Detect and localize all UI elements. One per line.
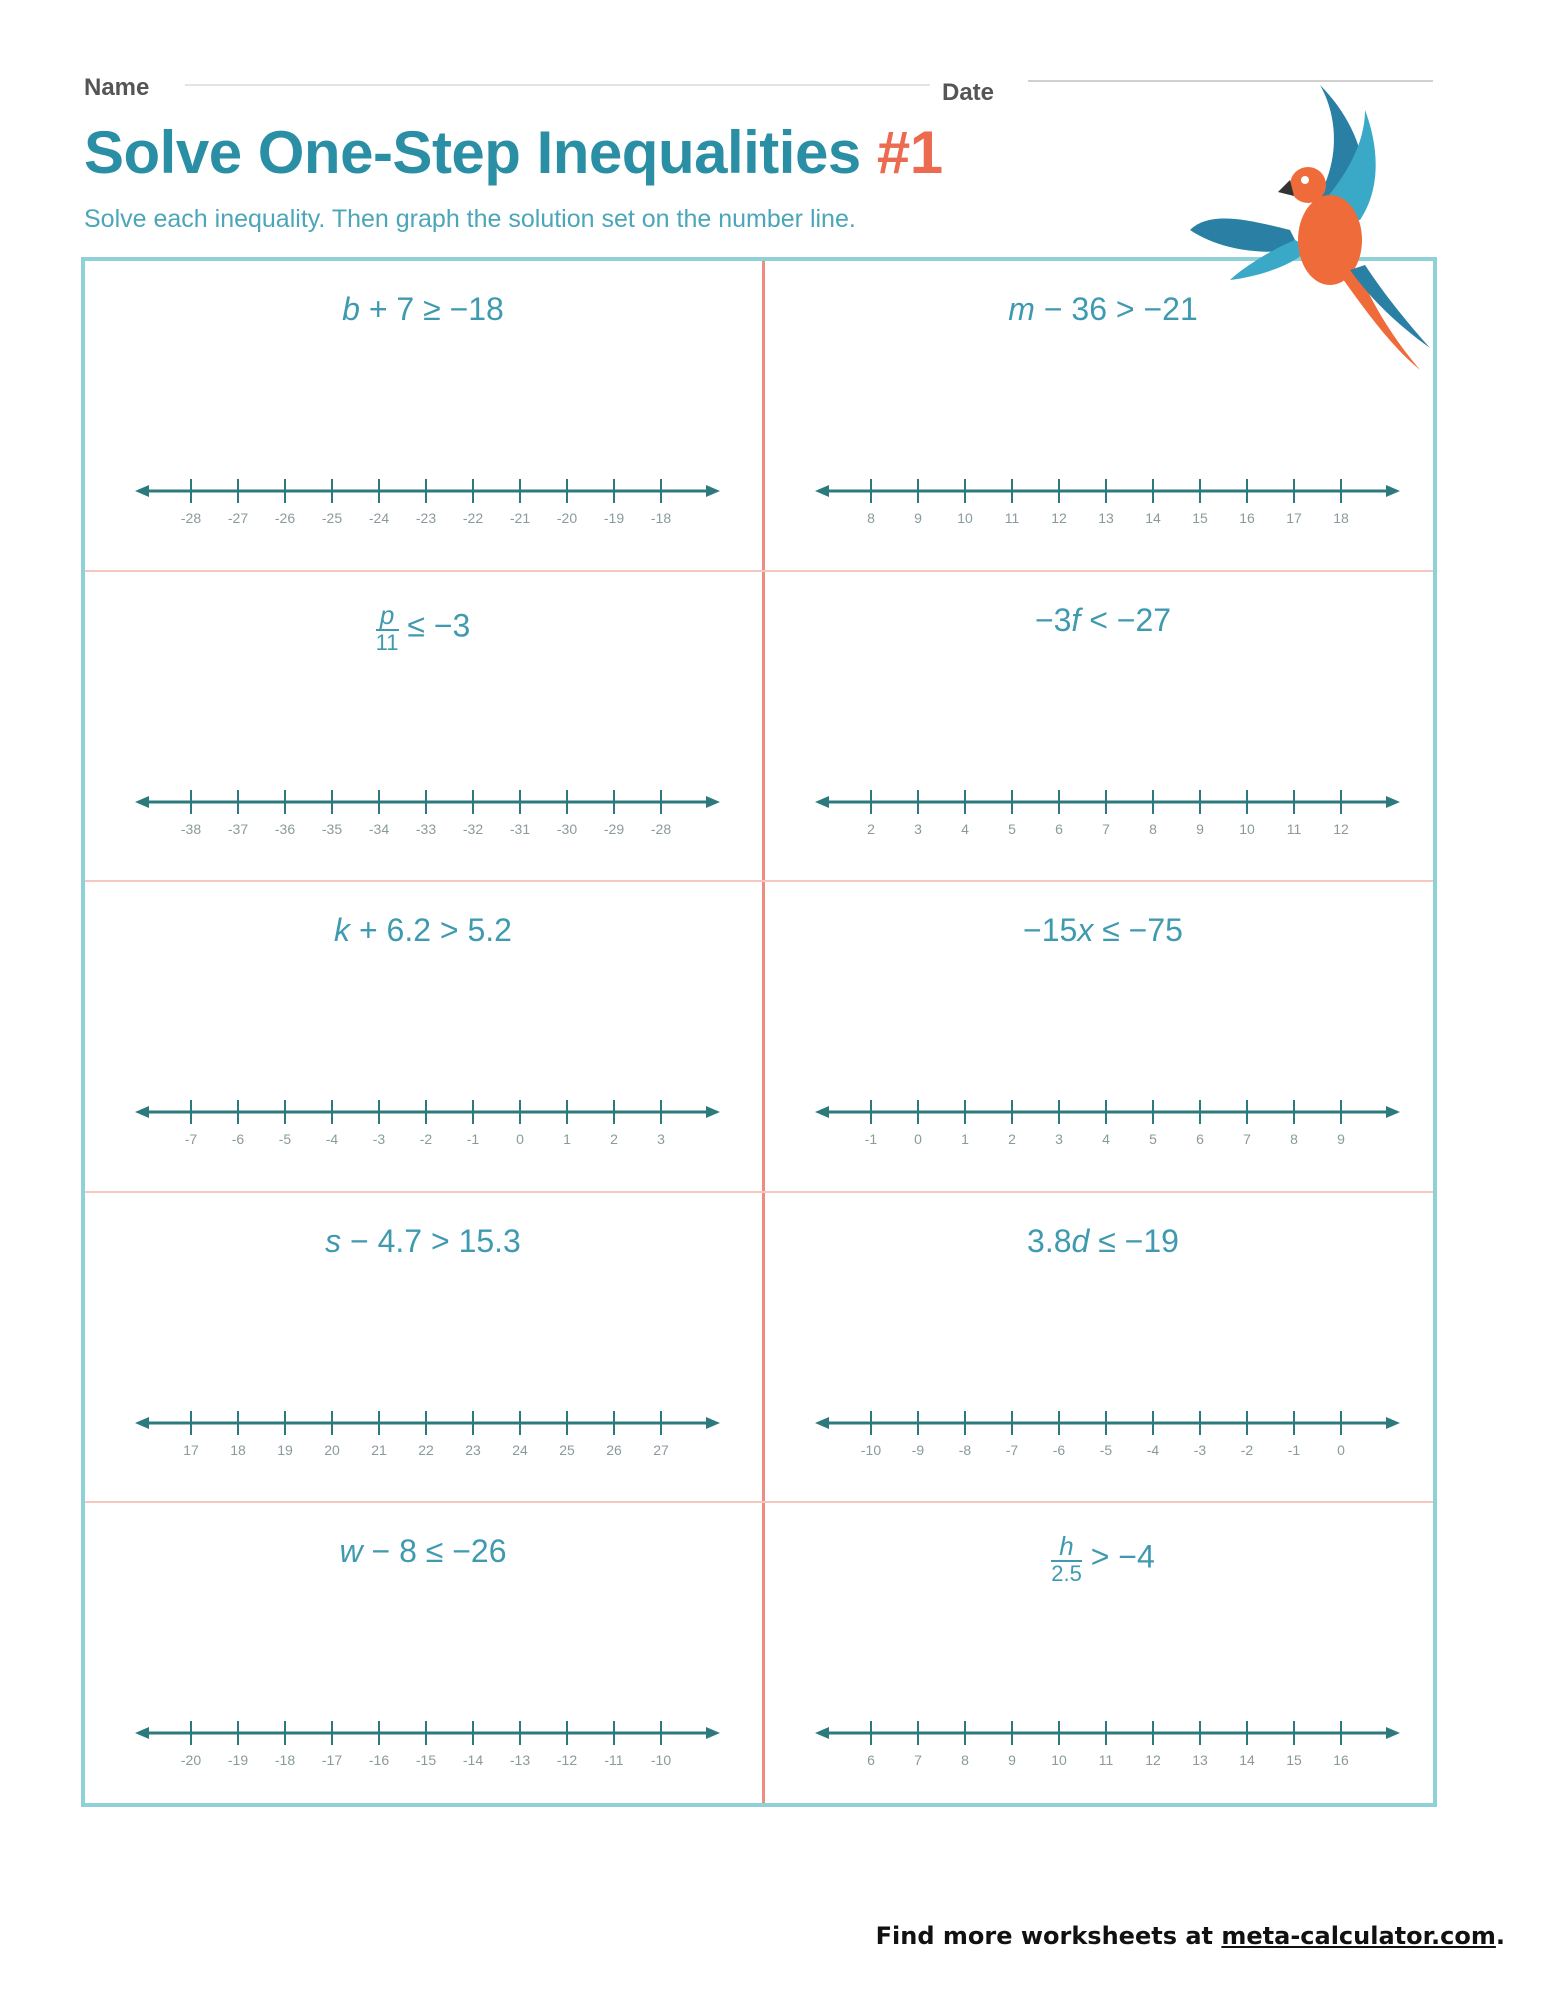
tick-label: 17 (1286, 510, 1302, 526)
tick-label: 13 (1098, 510, 1114, 526)
tick-label: -20 (180, 1752, 202, 1768)
tick-label: 11 (1098, 1752, 1114, 1768)
tick-label: 6 (1196, 1131, 1204, 1147)
number-line[interactable] (765, 471, 1441, 531)
right-arrow-icon (1386, 796, 1400, 808)
coefficient: −15 (1023, 912, 1078, 948)
problem-9 (85, 1503, 761, 1813)
tick-label: -4 (1146, 1441, 1160, 1458)
tick-label: -18 (274, 1752, 296, 1768)
tick-label: 17 (183, 1441, 199, 1458)
tick-label: 5 (1008, 820, 1016, 837)
tick-label: 12 (1145, 1752, 1161, 1768)
tick-label: -32 (462, 820, 484, 837)
tick-label: 9 (1008, 1752, 1016, 1768)
fraction (375, 599, 399, 655)
variable: k (334, 912, 351, 948)
tick-label: -34 (368, 820, 390, 837)
tick-label: 6 (867, 1752, 875, 1768)
left-arrow-icon (815, 1727, 829, 1739)
variable: m (1008, 291, 1035, 327)
number-line[interactable] (85, 471, 761, 531)
tick-label: 10 (957, 510, 973, 526)
number-line[interactable] (85, 782, 761, 842)
number-line[interactable] (765, 1092, 1441, 1152)
tick-label: -24 (368, 510, 390, 526)
tick-label: -5 (278, 1131, 292, 1147)
variable: f (1071, 601, 1081, 638)
variable: b (342, 291, 360, 327)
inequality-rest: − 36 > −21 (1034, 291, 1198, 327)
inequality (85, 291, 761, 328)
tick-label: -6 (1052, 1441, 1066, 1458)
tick-label: -20 (556, 510, 578, 526)
tick-label: 24 (512, 1441, 528, 1458)
problem-7 (85, 1193, 761, 1503)
tick-label: -28 (650, 820, 672, 837)
tick-label: -1 (1287, 1441, 1301, 1458)
tick-label: -2 (1240, 1441, 1254, 1458)
tick-label: -38 (180, 820, 202, 837)
tick-label: -10 (650, 1752, 672, 1768)
footer-text: Find more worksheets at (875, 1922, 1222, 1950)
tick-label: -23 (415, 510, 437, 526)
inequality (765, 1223, 1441, 1260)
tick-label: -35 (321, 820, 343, 837)
tick-label: -21 (509, 510, 531, 526)
tick-label: 1 (563, 1131, 571, 1147)
right-arrow-icon (706, 1106, 720, 1118)
left-arrow-icon (135, 1727, 149, 1739)
inequality (85, 1533, 761, 1570)
tick-label: -31 (509, 820, 531, 837)
left-arrow-icon (135, 1417, 149, 1429)
tick-label: 5 (1149, 1131, 1157, 1147)
inequality (85, 912, 761, 949)
tick-label: -29 (603, 820, 625, 837)
tick-label: -7 (1005, 1441, 1019, 1458)
tick-label: 22 (418, 1441, 434, 1458)
tick-label: 8 (961, 1752, 969, 1768)
name-line[interactable] (185, 84, 930, 86)
tick-label: -37 (227, 820, 249, 837)
tick-label: -11 (604, 1752, 624, 1768)
left-arrow-icon (815, 1417, 829, 1429)
tick-label: -15 (415, 1752, 437, 1768)
inequality (765, 602, 1441, 639)
tick-label: 16 (1333, 1752, 1349, 1768)
numerator: p (376, 602, 399, 631)
tick-label: 20 (324, 1441, 340, 1458)
left-arrow-icon (815, 485, 829, 497)
problem-5 (85, 882, 761, 1192)
left-arrow-icon (815, 1106, 829, 1118)
title-number: #1 (876, 119, 943, 186)
number-line[interactable] (85, 1403, 761, 1463)
variable: s (325, 1222, 342, 1259)
tick-label: -19 (227, 1752, 249, 1768)
denominator: 2.5 (1051, 1561, 1082, 1587)
tick-label: 2 (1008, 1131, 1016, 1147)
tick-label: -17 (321, 1752, 343, 1768)
tick-label: -19 (603, 510, 625, 526)
inequality-rest: + 7 ≥ −18 (359, 291, 504, 327)
problem-6 (765, 882, 1441, 1192)
inequality-rest: − 8 ≤ −26 (362, 1533, 507, 1569)
inequality-rest: ≤ −3 (398, 607, 471, 644)
tick-label: -18 (650, 510, 672, 526)
tick-label: 7 (1102, 820, 1110, 837)
tick-label: -16 (368, 1752, 390, 1768)
tick-label: 18 (1333, 510, 1349, 526)
tick-label: 23 (465, 1441, 481, 1458)
footer-period: . (1495, 1922, 1505, 1950)
title-text: Solve One-Step Inequalities (84, 119, 861, 186)
inequality-rest: > −4 (1081, 1538, 1155, 1575)
tick-label: 15 (1286, 1752, 1302, 1768)
left-arrow-icon (815, 796, 829, 808)
tick-label: -26 (274, 510, 296, 526)
tick-label: -25 (321, 510, 343, 526)
tick-label: 27 (653, 1441, 669, 1458)
tick-label: -22 (462, 510, 484, 526)
name-label: Name (84, 74, 150, 101)
tick-label: 6 (1055, 820, 1063, 837)
number-line[interactable] (765, 1713, 1441, 1773)
tick-label: 13 (1192, 1752, 1208, 1768)
right-arrow-icon (706, 796, 720, 808)
tick-label: 14 (1145, 510, 1161, 526)
tick-label: -5 (1099, 1441, 1113, 1458)
tick-label: -30 (556, 820, 578, 837)
tick-label: 4 (1102, 1131, 1110, 1147)
tick-label: -3 (1193, 1441, 1207, 1458)
denominator: 11 (375, 629, 399, 655)
instructions: Solve each inequality. Then graph the solution set on the number line. (84, 205, 856, 233)
tick-label: 2 (867, 820, 875, 837)
tick-label: -33 (415, 820, 437, 837)
coefficient: −3 (1034, 601, 1072, 638)
problem-grid (81, 257, 1437, 1807)
numerator: h (1051, 1533, 1082, 1562)
tick-label: 3 (657, 1131, 665, 1147)
variable: w (339, 1533, 363, 1569)
inequality (765, 1533, 1441, 1585)
tick-label: -14 (462, 1752, 484, 1768)
tick-label: 0 (1337, 1441, 1345, 1458)
tick-label: -2 (419, 1131, 433, 1147)
number-line[interactable] (765, 1403, 1441, 1463)
right-arrow-icon (1386, 1727, 1400, 1739)
tick-label: 11 (1286, 820, 1302, 837)
inequality-rest: ≤ −75 (1093, 912, 1183, 948)
coefficient: 3.8 (1027, 1222, 1072, 1259)
tick-label: -3 (372, 1131, 386, 1147)
tick-label: 15 (1192, 510, 1208, 526)
tick-label: 25 (559, 1441, 575, 1458)
tick-label: 10 (1051, 1752, 1067, 1768)
footer (876, 1922, 1505, 1950)
right-arrow-icon (706, 1417, 720, 1429)
right-arrow-icon (1386, 1417, 1400, 1429)
inequality (85, 599, 761, 655)
left-arrow-icon (135, 796, 149, 808)
inequality-rest: < −27 (1080, 601, 1172, 638)
problem-4 (765, 572, 1441, 882)
tick-label: -36 (274, 820, 296, 837)
inequality-rest: + 6.2 > 5.2 (350, 912, 512, 948)
variable: x (1077, 912, 1094, 948)
tick-label: 11 (1004, 510, 1020, 526)
inequality (765, 912, 1441, 949)
tick-label: -1 (864, 1131, 878, 1147)
tick-label: 14 (1239, 1752, 1255, 1768)
page-title (84, 118, 943, 187)
tick-label: -6 (231, 1131, 245, 1147)
tick-label: 1 (961, 1131, 969, 1147)
left-arrow-icon (135, 1106, 149, 1118)
tick-label: 18 (230, 1441, 246, 1458)
number-line[interactable] (85, 1713, 761, 1773)
tick-label: -13 (509, 1752, 531, 1768)
tick-label: 8 (867, 510, 875, 526)
problem-1 (85, 261, 761, 571)
tick-label: 19 (277, 1441, 293, 1458)
inequality-rest: ≤ −19 (1089, 1222, 1179, 1259)
inequality-rest: − 4.7 > 15.3 (341, 1222, 521, 1259)
tick-label: 8 (1290, 1131, 1298, 1147)
tick-label: 3 (1055, 1131, 1063, 1147)
tick-label: -28 (180, 510, 202, 526)
right-arrow-icon (1386, 485, 1400, 497)
tick-label: 9 (1337, 1131, 1345, 1147)
tick-label: -9 (911, 1441, 925, 1458)
tick-label: 12 (1333, 820, 1349, 837)
right-arrow-icon (1386, 1106, 1400, 1118)
footer-link[interactable]: meta-calculator.com (1221, 1922, 1496, 1950)
number-line[interactable] (85, 1092, 761, 1152)
number-line[interactable] (765, 782, 1441, 842)
inequality (85, 1223, 761, 1260)
tick-label: -8 (958, 1441, 972, 1458)
tick-label: 0 (914, 1131, 922, 1147)
date-label: Date (942, 79, 995, 106)
tick-label: 7 (914, 1752, 922, 1768)
tick-label: 3 (914, 820, 922, 837)
tick-label: 7 (1243, 1131, 1251, 1147)
problem-3 (85, 572, 761, 882)
tick-label: 9 (1196, 820, 1204, 837)
fraction (1051, 1533, 1082, 1585)
tick-label: 10 (1239, 820, 1255, 837)
right-arrow-icon (706, 485, 720, 497)
tick-label: -10 (860, 1441, 882, 1458)
tick-label: -27 (227, 510, 249, 526)
tick-label: 16 (1239, 510, 1255, 526)
right-arrow-icon (706, 1727, 720, 1739)
variable: d (1071, 1222, 1090, 1259)
problem-8 (765, 1193, 1441, 1503)
tick-label: -1 (466, 1131, 480, 1147)
tick-label: 0 (516, 1131, 524, 1147)
tick-label: 21 (371, 1441, 387, 1458)
tick-label: -7 (184, 1131, 198, 1147)
left-arrow-icon (135, 485, 149, 497)
tick-label: -4 (325, 1131, 339, 1147)
tick-label: 2 (610, 1131, 618, 1147)
parrot-illustration (1190, 80, 1460, 380)
tick-label: 26 (606, 1441, 622, 1458)
tick-label: 4 (961, 820, 969, 837)
tick-label: -12 (556, 1752, 578, 1768)
tick-label: 12 (1051, 510, 1067, 526)
tick-label: 9 (914, 510, 922, 526)
problem-10 (765, 1503, 1441, 1813)
tick-label: 8 (1149, 820, 1157, 837)
